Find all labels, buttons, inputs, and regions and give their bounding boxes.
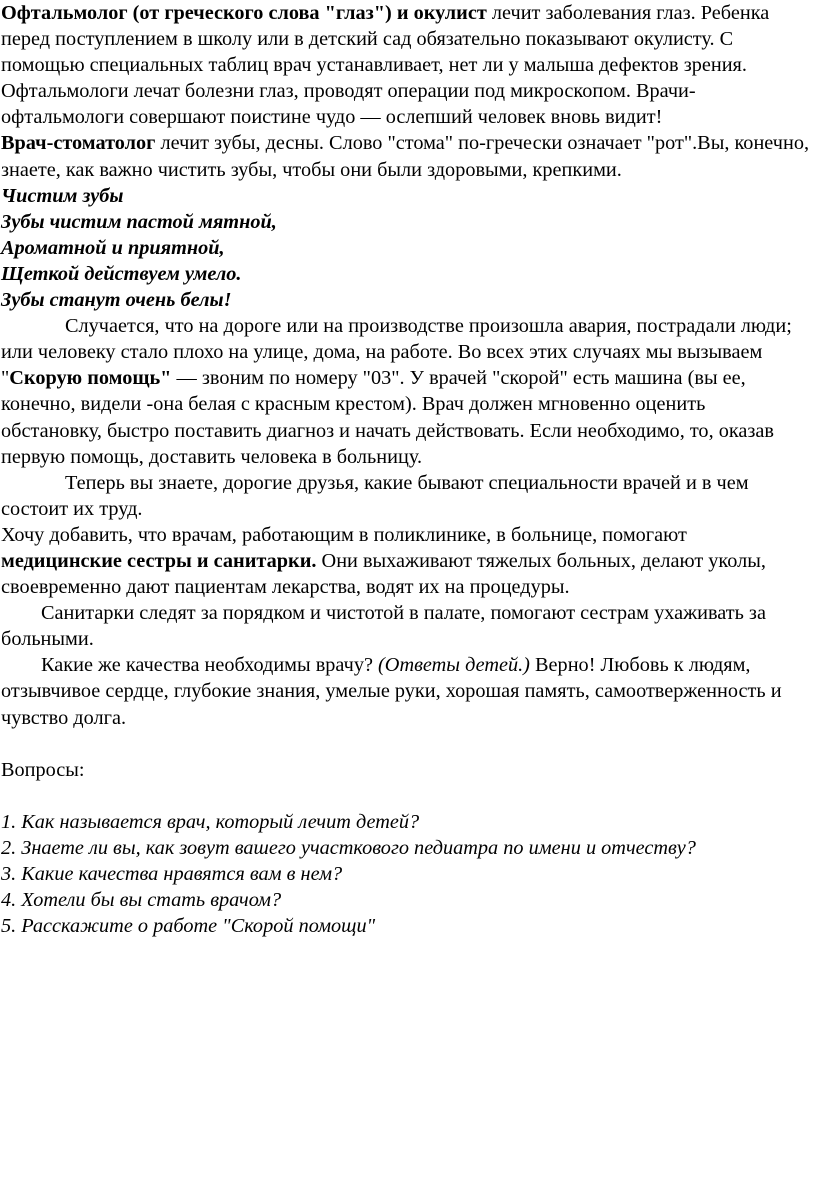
nurses-paragraph — [1, 522, 810, 600]
poem-title: Чистим зубы — [1, 184, 124, 207]
question-text: 2. Знаете ли вы, как зовут вашего участкового педиатра по имени и отчеству? — [1, 837, 696, 859]
nurses-term: медицинские сестры и санитарки. — [1, 549, 317, 572]
ambulance-paragraph — [1, 313, 810, 470]
poem-line: Ароматной и приятной, — [1, 236, 225, 259]
ophthalmologist-paragraph — [1, 0, 810, 130]
poem-line: Зубы станут очень белы! — [1, 289, 232, 312]
poem-line: Зубы чистим пастой мятной, — [1, 210, 277, 233]
dentist-text: лечит зубы, десны. Слово "стома" по-гречески означает "рот".Вы, конечно, знаете, как важно чистить зубы, чтобы они были здоровыми, крепкими. — [1, 132, 810, 181]
question-item — [1, 887, 810, 913]
poem-line: Щеткой действуем умело. — [1, 262, 242, 285]
question-text: 5. Расскажите о работе "Скорой помощи" — [1, 915, 376, 938]
question-text: 1. Как называется врач, который лечит детей? — [1, 810, 420, 833]
nurses-text-after: Они выхаживают тяжелых больных, делают уколы, своевременно дают пациентам лекарства, водят их на процедуры. — [1, 549, 766, 599]
qualities-answer: Верно! Любовь к людям, отзывчивое сердце, глубокие знания, умелые руки, хорошая память, самоотверженность и чувство долга. — [1, 654, 782, 729]
nurses-text-before: Хочу добавить, что врачам, работающим в поликлинике, в больнице, помогают — [1, 523, 687, 546]
questions-heading: Вопросы: — [1, 758, 85, 781]
ophthalmologist-term: Офтальмолог (от греческого слова "глаз") и окулист — [1, 2, 487, 24]
question-item — [1, 835, 810, 861]
summary-paragraph: Теперь вы знаете, дорогие друзья, какие бывают специальности врачей и в чем состоит их труд. — [1, 471, 749, 520]
ambulance-text-before: Случается, что на дороге или на производстве произошла авария, пострадали люди; или человеку стало плохо на улице, дома, на работе. Во всех этих случаях мы вызываем " — [1, 315, 792, 390]
ambulance-term: Скорую помощь" — [9, 367, 172, 390]
orderlies-paragraph: Санитарки следят за порядком и чистотой в палате, помогают сестрам ухаживать за больными. — [1, 602, 766, 651]
qualities-paragraph — [1, 652, 810, 730]
qualities-question: Какие же качества необходимы врачу? — [41, 654, 379, 677]
blank-line — [1, 731, 810, 757]
blank-line — [1, 783, 810, 809]
ophthalmologist-text: лечит заболевания глаз. Ребенка перед поступлением в школу или в детский сад обязательно показывают окулисту. С помощью специальных таблиц врач устанавливает, нет ли у малыша дефектов зрения. Офтальмологи лечат болезни глаз, проводят операции под микроскопом. Врачи-офтальмологи совершают поистине чудо — ослепший человек вновь видит! — [1, 2, 770, 129]
question-item — [1, 809, 810, 835]
qualities-note: (Ответы детей.) — [378, 654, 530, 677]
question-text: 4. Хотели бы вы стать врачом? — [1, 889, 282, 912]
question-item — [1, 913, 810, 939]
ambulance-text-after: — звоним по номеру "03". У врачей "скорой" есть машина (вы ее, конечно, видели -она белая с красным крестом). Врач должен мгновенно оценить обстановку, быстро поставить диагноз и начать действовать. Если необходимо, то, оказав первую помощь, доставить человека в больницу. — [1, 367, 774, 468]
dentist-paragraph — [1, 130, 810, 182]
dentist-term: Врач-стоматолог — [1, 132, 156, 155]
question-text: 3. Какие качества нравятся вам в нем? — [1, 863, 343, 886]
question-item — [1, 861, 810, 887]
